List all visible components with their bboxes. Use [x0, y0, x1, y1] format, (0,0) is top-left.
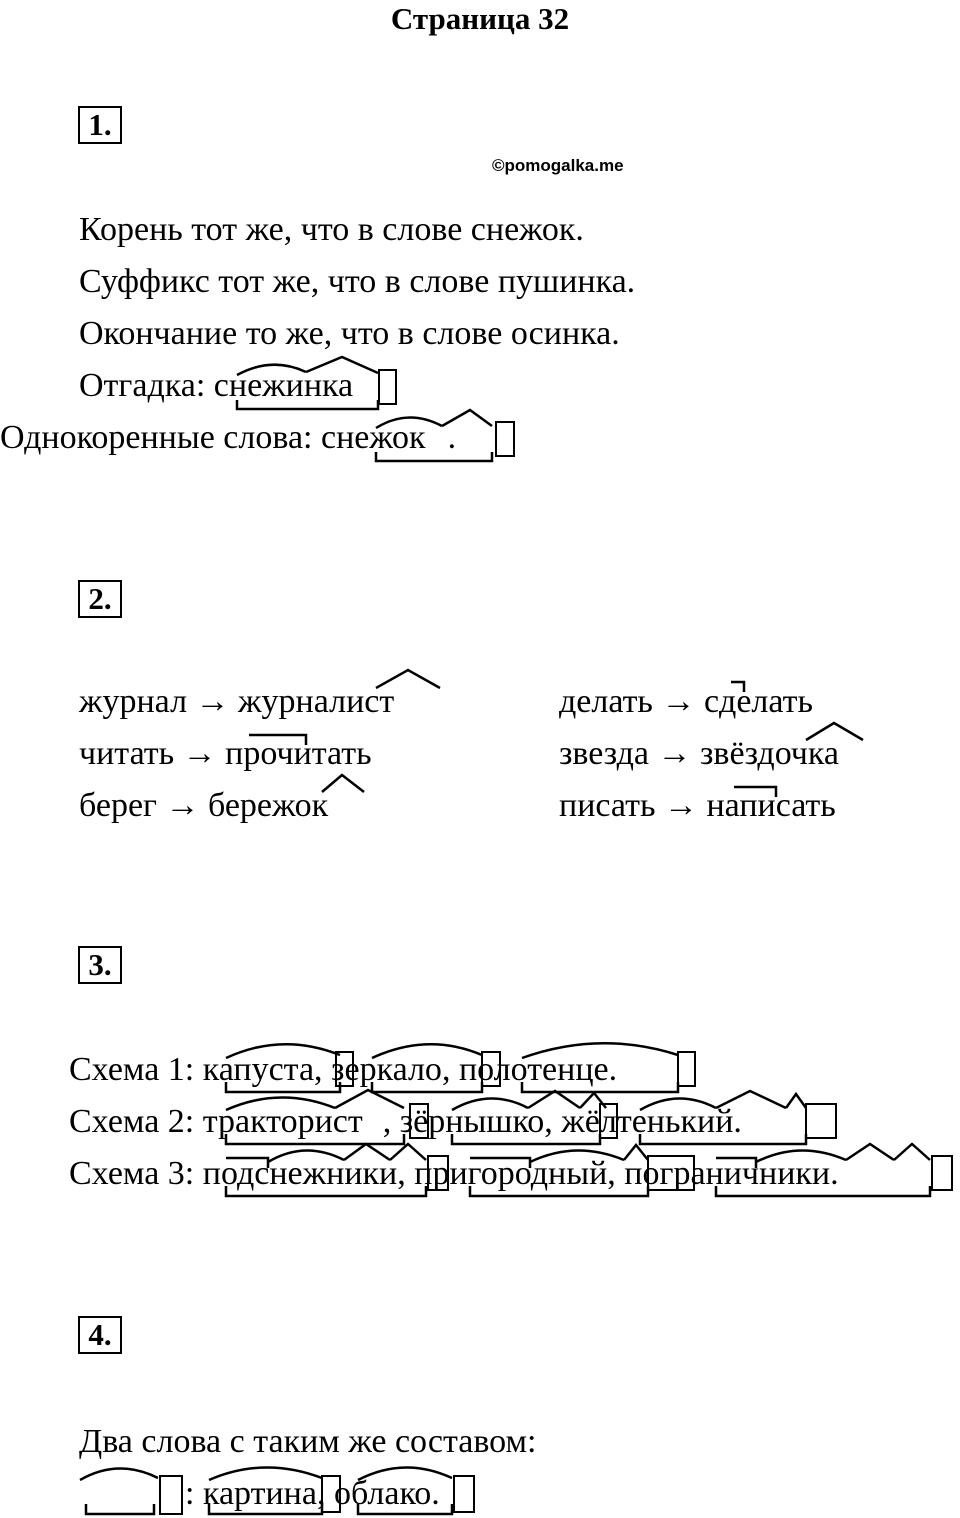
- derived-word: журналист: [238, 683, 395, 720]
- scheme-word: тракторист: [202, 1103, 363, 1140]
- scheme-word: зеркало: [331, 1051, 442, 1088]
- task-1-line-3: Окончание то же, что в слове осинка.: [79, 315, 620, 352]
- task-1-line-1: Корень тот же, что в слове снежок.: [79, 211, 584, 248]
- scheme-word: капуста: [202, 1051, 315, 1088]
- answer-word: снежинка: [213, 367, 354, 404]
- scheme-2-line: Схема 2: тракторист , зёрнышко, жёлтенький.: [69, 1103, 742, 1140]
- derived-word: написать: [706, 787, 836, 824]
- base-word: делать: [559, 683, 653, 720]
- arrow: →: [657, 735, 692, 772]
- scheme-word: жёлтенький: [561, 1103, 734, 1140]
- scheme-label: Схема 2:: [69, 1103, 195, 1140]
- ending-box-mark: [322, 1476, 340, 1512]
- task-4-intro: Два слова с таким же составом:: [79, 1423, 537, 1460]
- ending-box-mark: [454, 1476, 474, 1512]
- arrow: →: [165, 787, 200, 824]
- answer-word: облако: [333, 1475, 432, 1512]
- task-1-line-2: Суффикс тот же, что в слове пушинка.: [79, 263, 636, 300]
- task-3-number: 3.: [78, 946, 122, 984]
- arrow: →: [195, 683, 230, 720]
- scheme-3-line: Схема 3: подснежники, пригородный, пограничники.: [69, 1155, 839, 1192]
- root-arc-mark: [358, 1467, 452, 1480]
- arrow: →: [182, 735, 217, 772]
- answer-period: .: [431, 1475, 440, 1512]
- stem-bracket-mark: [358, 1504, 452, 1514]
- scheme-word: подснежники: [202, 1155, 398, 1192]
- base-word: звезда: [559, 735, 649, 772]
- stem-bracket-mark: [86, 1504, 154, 1514]
- answer-colon: :: [185, 1475, 195, 1512]
- scheme-word: пограничники: [624, 1155, 831, 1192]
- scheme-label: Схема 3:: [69, 1155, 195, 1192]
- scheme-word: пригородный: [414, 1155, 608, 1192]
- task-4-answer-line: : картина, облако.: [185, 1475, 440, 1512]
- scheme-word: полотенце: [458, 1051, 609, 1088]
- derived-word: бережок: [207, 787, 329, 824]
- scheme-word: зёрнышко: [399, 1103, 545, 1140]
- cognates-period: .: [447, 419, 457, 456]
- cognates-word: снежок: [321, 419, 426, 456]
- task-2-number: 2.: [78, 580, 122, 618]
- arrow: →: [663, 787, 698, 824]
- base-word: берег: [79, 787, 157, 824]
- task-1-number: 1.: [78, 106, 122, 144]
- answer-label: Отгадка:: [79, 367, 206, 404]
- base-word: писать: [559, 787, 656, 824]
- ending-box-mark: [160, 1476, 182, 1514]
- derived-word: звёздочка: [700, 735, 840, 772]
- stem-bracket-mark: [209, 1504, 322, 1514]
- scheme-1-line: Схема 1: капуста, зеркало, полотенце.: [69, 1051, 618, 1088]
- cognates-label: Однокоренные слова:: [0, 419, 313, 456]
- arrow: →: [661, 683, 696, 720]
- scheme-label: Схема 1:: [69, 1051, 195, 1088]
- derived-word: сделать: [703, 683, 813, 720]
- watermark: ©pomogalka.me: [492, 156, 624, 175]
- task-4-number: 4.: [78, 1316, 122, 1354]
- page-title: Страница 32: [390, 1, 570, 36]
- derived-word: прочитать: [225, 735, 372, 772]
- answer-word: картина: [202, 1475, 317, 1512]
- root-arc-mark: [80, 1468, 158, 1480]
- base-word: журнал: [79, 683, 188, 720]
- base-word: читать: [79, 735, 175, 772]
- root-arc-mark: [209, 1467, 322, 1480]
